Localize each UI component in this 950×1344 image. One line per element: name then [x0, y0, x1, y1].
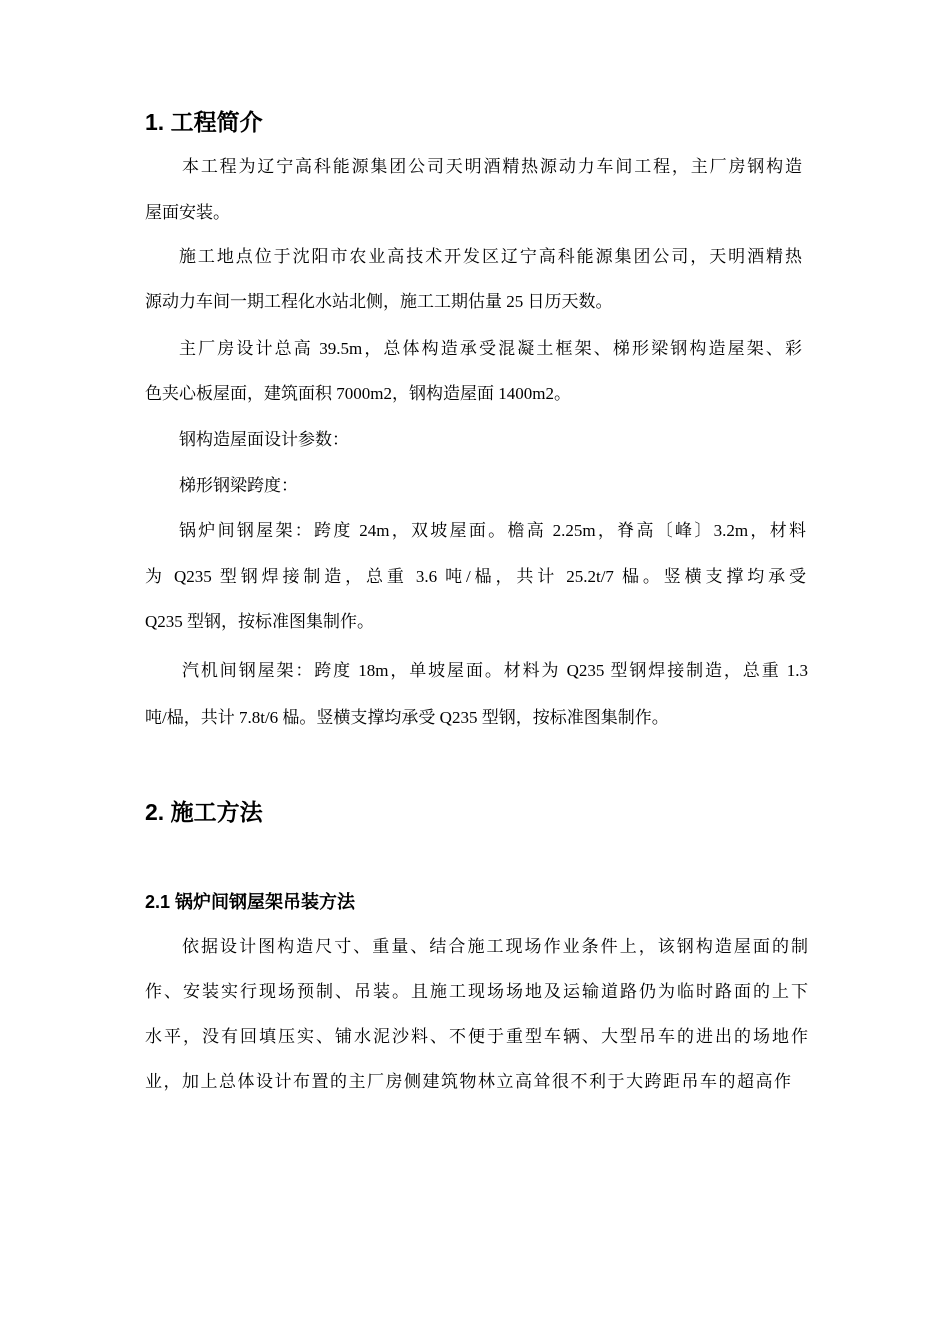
text-line: 吨/榀，共计 7.8t/6 榀。竖横支撑均承受 Q235 型钢，按标准图集制作。 [145, 708, 669, 727]
text-line: 作、安装实行现场预制、吊装。且施工现场场地及运输道路仍为临时路面的上下 [145, 982, 808, 1001]
text-line: 水平，没有回填压实、铺水泥沙料、不便于重型车辆、大型吊车的进出的场地作 [145, 1027, 808, 1046]
text-line: 本工程为辽宁高科能源集团公司天明酒精热源动力车间工程，主厂房钢构造 [182, 157, 802, 176]
text-line: 主厂房设计总高 39.5m，总体构造承受混凝土框架、梯形梁钢构造屋架、彩 [179, 339, 802, 358]
subsection-heading-boiler-lifting: 2.1 锅炉间钢屋架吊装方法 [145, 892, 356, 912]
text-line: 为 Q235 型钢焊接制造，总重 3.6 吨/榀，共计 25.2t/7 榀。竖横支撑均承受 [145, 567, 806, 586]
text-line: 依据设计图构造尺寸、重量、结合施工现场作业条件上，该钢构造屋面的制 [182, 937, 808, 956]
section-heading-intro: 1. 工程简介 [145, 109, 263, 135]
text-line: 屋面安装。 [145, 203, 230, 222]
text-line: 汽机间钢屋架：跨度 18m，单坡屋面。材料为 Q235 型钢焊接制造，总重 1.3 [182, 661, 808, 680]
paragraph-beam-span: 梯形钢梁跨度： [179, 476, 298, 495]
text-line: 色夹心板屋面，建筑面积 7000m2，钢构造屋面 1400m2。 [145, 384, 571, 403]
text-line: 源动力车间一期工程化水站北侧，施工工期估量 25 日历天数。 [145, 292, 613, 311]
text-line: 施工地点位于沈阳市农业高技术开发区辽宁高科能源集团公司，天明酒精热 [179, 247, 802, 266]
text-line: 业，加上总体设计布置的主厂房侧建筑物林立高耸很不利于大跨距吊车的超高作 [145, 1072, 791, 1091]
text-line: 锅炉间钢屋架：跨度 24m，双坡屋面。檐高 2.25m，脊高〔峰〕3.2m，材料 [179, 521, 806, 540]
section-heading-method: 2. 施工方法 [145, 799, 263, 825]
text-line: Q235 型钢，按标准图集制作。 [145, 612, 375, 631]
paragraph-design-parameters: 钢构造屋面设计参数： [179, 430, 349, 449]
